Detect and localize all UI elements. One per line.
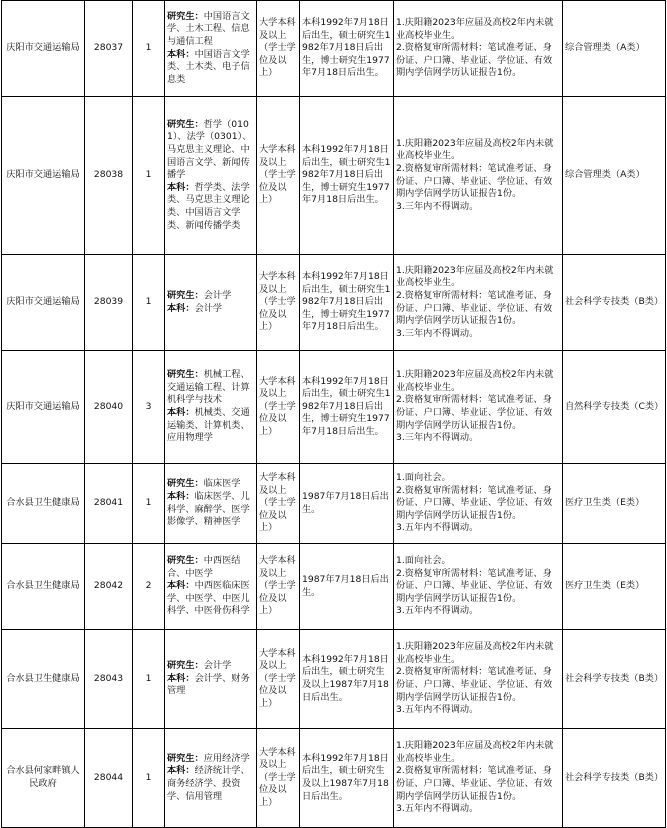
degree-level-label: 研究生： <box>167 752 204 764</box>
condition-line: 2.资格复审所需材料：笔试准考证、身份证、户口簿、毕业证、学位证、有效期内学信网学历认证报告1份。 <box>396 666 553 703</box>
major-line <box>167 580 254 618</box>
headcount-cell: 1 <box>133 255 165 351</box>
condition-line: 1.庆阳籍2023年应届及高校2年内未就业高校毕业生。 <box>396 369 554 393</box>
exam-category-cell: 自然科学专技类（C类） <box>563 351 666 464</box>
education-cell: 大学本科及以上（学士学位及以上） <box>257 97 300 255</box>
condition-line: 1.面向社会。 <box>396 555 451 567</box>
employer-cell: 庆阳市交通运输局 <box>2 351 85 464</box>
employer-cell: 合水县卫生健康局 <box>2 630 85 729</box>
education-cell: 大学本科及以上（学士学位及以上） <box>257 729 300 828</box>
recruitment-table <box>1 0 666 828</box>
table-row <box>2 729 666 828</box>
major-requirement-cell <box>165 630 257 729</box>
degree-level-label: 研究生： <box>167 478 204 490</box>
exam-category-cell: 综合管理类（A类） <box>563 1 666 97</box>
table-row <box>2 464 666 544</box>
education-cell: 大学本科及以上（学士学位及以上） <box>257 630 300 729</box>
major-list: 临床医学、儿科学、麻醉学、医学影像学、精神医学 <box>167 490 250 528</box>
position-code-cell: 28039 <box>85 255 133 351</box>
other-conditions-cell <box>394 255 563 351</box>
headcount-cell: 2 <box>133 544 165 630</box>
degree-level-label: 本科： <box>167 580 195 592</box>
condition-line: 3.三年内不得调动。 <box>396 200 479 212</box>
condition-line: 2.资格复审所需材料：笔试准考证、身份证、户口簿、毕业证、学位证、有效期内学信网学历认证报告1份。 <box>396 42 553 79</box>
condition-line: 1.庆阳籍2023年应届及高校2年内未就业高校毕业生。 <box>396 264 554 289</box>
degree-level-label: 本科： <box>167 490 195 502</box>
major-line <box>167 753 254 766</box>
degree-level-label: 本科： <box>167 302 195 314</box>
major-line <box>167 182 254 232</box>
education-cell: 大学本科及以上（学士学位及以上） <box>257 255 300 351</box>
degree-level-label: 研究生： <box>167 10 204 22</box>
condition-line: 1.庆阳籍2023年应届及高校2年内未就业高校毕业生。 <box>396 641 554 665</box>
major-list: 会计学 <box>203 289 232 301</box>
headcount-cell: 1 <box>133 97 165 255</box>
major-requirement-cell <box>165 255 257 351</box>
major-line <box>167 478 254 491</box>
major-line <box>167 555 254 580</box>
major-requirement-cell <box>165 1 257 97</box>
employer-cell: 庆阳市交通运输局 <box>2 255 85 351</box>
age-requirement-cell: 本科1992年7月18日后出生，硕士研究生1982年7月18日后出生，博士研究生1977年7月18日后出生。 <box>300 351 394 464</box>
exam-category-cell: 社会科学专技类（B类） <box>563 255 666 351</box>
age-requirement-cell: 本科1992年7月18日后出生，硕士研究生1982年7月18日后出生，博士研究生1977年7月18日后出生。 <box>300 1 394 97</box>
headcount-cell: 1 <box>133 464 165 544</box>
table-row <box>2 630 666 729</box>
degree-level-label: 本科： <box>167 407 195 418</box>
major-list: 会计学 <box>203 660 232 672</box>
major-line <box>167 11 254 49</box>
headcount-cell: 1 <box>133 630 165 729</box>
degree-level-label: 研究生： <box>167 118 204 130</box>
education-cell: 大学本科及以上（学士学位及以上） <box>257 464 300 544</box>
education-cell: 大学本科及以上（学士学位及以上） <box>257 351 300 464</box>
condition-line: 1.庆阳籍2023年应届及高校2年内未就业高校毕业生。 <box>396 137 554 162</box>
age-requirement-cell: 本科1992年7月18日后出生，硕士研究生1982年7月18日后出生，博士研究生1977年7月18日后出生。 <box>300 97 394 255</box>
condition-line: 1.庆阳籍2023年应届及高校2年内未就业高校毕业生。 <box>396 17 554 41</box>
condition-line: 1.庆阳籍2023年应届及高校2年内未就业高校毕业生。 <box>396 740 554 764</box>
condition-line: 2.资格复审所需材料：笔试准考证、身份证、户口簿、毕业证、学位证、有效期内学信网学历认证报告1份。 <box>396 394 553 431</box>
other-conditions-cell <box>394 630 563 729</box>
position-code-cell: 28040 <box>85 351 133 464</box>
position-code-cell: 28041 <box>85 464 133 544</box>
major-list: 经济统计学、商务经济学、投资学、信用管理 <box>167 765 250 802</box>
employer-cell: 合水县卫生健康局 <box>2 464 85 544</box>
exam-category-cell: 社会科学专技类（B类） <box>563 630 666 729</box>
degree-level-label: 本科： <box>167 48 195 60</box>
condition-line: 2.资格复审所需材料：笔试准考证、身份证、户口簿、毕业证、学位证、有效期内学信网学历认证报告1份。 <box>396 765 553 802</box>
table-row <box>2 1 666 97</box>
degree-level-label: 本科： <box>167 181 195 193</box>
condition-line: 3.五年内不得调动。 <box>396 803 479 815</box>
major-requirement-cell <box>165 729 257 828</box>
exam-category-cell: 社会科学专技类（B类） <box>563 729 666 828</box>
major-line <box>167 49 254 87</box>
major-line <box>167 407 254 445</box>
exam-category-cell: 综合管理类（A类） <box>563 97 666 255</box>
condition-line: 3.五年内不得调动。 <box>396 605 479 617</box>
major-list: 中国语言文学、土木工程、信息与通信工程 <box>167 10 250 47</box>
major-line <box>167 660 254 673</box>
age-requirement-cell: 本科1992年7月18日后出生，硕士研究生及以上1987年7月18日后出生。 <box>300 729 394 828</box>
other-conditions-cell <box>394 464 563 544</box>
age-requirement-cell: 本科1992年7月18日后出生，硕士研究生1982年7月18日后出生，博士研究生1977年7月18日后出生。 <box>300 255 394 351</box>
condition-line: 3.三年内不得调动。 <box>396 327 479 339</box>
major-line <box>167 119 254 182</box>
other-conditions-cell <box>394 97 563 255</box>
table-body <box>2 1 666 828</box>
major-list: 应用经济学 <box>203 752 250 764</box>
other-conditions-cell <box>394 351 563 464</box>
exam-category-cell: 医疗卫生类（E类） <box>563 544 666 630</box>
table-row <box>2 544 666 630</box>
position-code-cell: 28038 <box>85 97 133 255</box>
major-line <box>167 303 254 316</box>
age-requirement-cell: 1987年7月18日后出生。 <box>300 464 394 544</box>
condition-line: 2.资格复审所需材料：笔试准考证、身份证、户口簿、毕业证、学位证、有效期内学信网学历认证报告1份。 <box>396 289 553 327</box>
position-code-cell: 28037 <box>85 1 133 97</box>
major-list: 机械工程、交通运输工程、计算机科学与技术 <box>167 369 250 406</box>
other-conditions-cell <box>394 1 563 97</box>
condition-line: 1.面向社会。 <box>396 472 451 484</box>
employer-cell: 庆阳市交通运输局 <box>2 1 85 97</box>
major-line <box>167 673 254 698</box>
major-list: 中国语言文学类、土木类、电子信息类 <box>167 48 250 85</box>
major-line <box>167 369 254 407</box>
condition-line: 2.资格复审所需材料：笔试准考证、身份证、户口簿、毕业证、学位证、有效期内学信网学历认证报告1份。 <box>396 162 553 200</box>
headcount-cell: 3 <box>133 351 165 464</box>
headcount-cell: 1 <box>133 729 165 828</box>
major-list: 会计学、财务管理 <box>167 672 250 697</box>
position-code-cell: 28043 <box>85 630 133 729</box>
degree-level-label: 研究生： <box>167 369 204 381</box>
headcount-cell: 1 <box>133 1 165 97</box>
major-list: 中西医结合、中医学 <box>167 555 241 579</box>
major-list: 中西医临床医学、中医学、中医儿科学、中医骨伤科学 <box>167 580 250 617</box>
major-requirement-cell <box>165 97 257 255</box>
major-requirement-cell <box>165 351 257 464</box>
major-line <box>167 765 254 803</box>
degree-level-label: 本科： <box>167 765 195 777</box>
major-line <box>167 290 254 303</box>
other-conditions-cell <box>394 729 563 828</box>
major-line <box>167 491 254 529</box>
condition-line: 3.五年内不得调动。 <box>396 522 479 534</box>
major-list: 临床医学 <box>203 478 241 490</box>
employer-cell: 合水县卫生健康局 <box>2 544 85 630</box>
condition-line: 3.五年内不得调动。 <box>396 704 479 716</box>
degree-level-label: 研究生： <box>167 555 204 567</box>
position-code-cell: 28044 <box>85 729 133 828</box>
major-list: 机械类、交通运输类、计算机类、应用物理学 <box>167 407 250 444</box>
age-requirement-cell: 1987年7月18日后出生。 <box>300 544 394 630</box>
age-requirement-cell: 本科1992年7月18日后出生，硕士研究生及以上1987年7月18日后出生。 <box>300 630 394 729</box>
exam-category-cell: 医疗卫生类（E类） <box>563 464 666 544</box>
degree-level-label: 研究生： <box>167 660 204 672</box>
other-conditions-cell <box>394 544 563 630</box>
condition-line: 3.三年内不得调动。 <box>396 432 479 444</box>
table-row <box>2 255 666 351</box>
employer-cell: 庆阳市交通运输局 <box>2 97 85 255</box>
position-code-cell: 28042 <box>85 544 133 630</box>
major-list: 哲学类、法学类、马克思主义理论类、中国语言文学类、新闻传播学类 <box>167 181 250 231</box>
major-requirement-cell <box>165 464 257 544</box>
major-list: 哲学（0101）、法学（0301）、马克思主义理论、中国语言文学、新闻传播学 <box>167 118 252 181</box>
education-cell: 大学本科及以上（学士学位及以上） <box>257 544 300 630</box>
major-requirement-cell <box>165 544 257 630</box>
degree-level-label: 研究生： <box>167 289 204 301</box>
education-cell: 大学本科及以上（学士学位及以上） <box>257 1 300 97</box>
table-row <box>2 351 666 464</box>
table-row <box>2 97 666 255</box>
degree-level-label: 本科： <box>167 672 195 684</box>
employer-cell: 合水县何家畔镇人民政府 <box>2 729 85 828</box>
major-list: 会计学 <box>194 302 223 314</box>
condition-line: 2.资格复审所需材料：笔试准考证、身份证、户口簿、毕业证、学位证、有效期内学信网学历认证报告1份。 <box>396 567 553 604</box>
condition-line: 2.资格复审所需材料：笔试准考证、身份证、户口簿、毕业证、学位证、有效期内学信网学历认证报告1份。 <box>396 484 553 521</box>
